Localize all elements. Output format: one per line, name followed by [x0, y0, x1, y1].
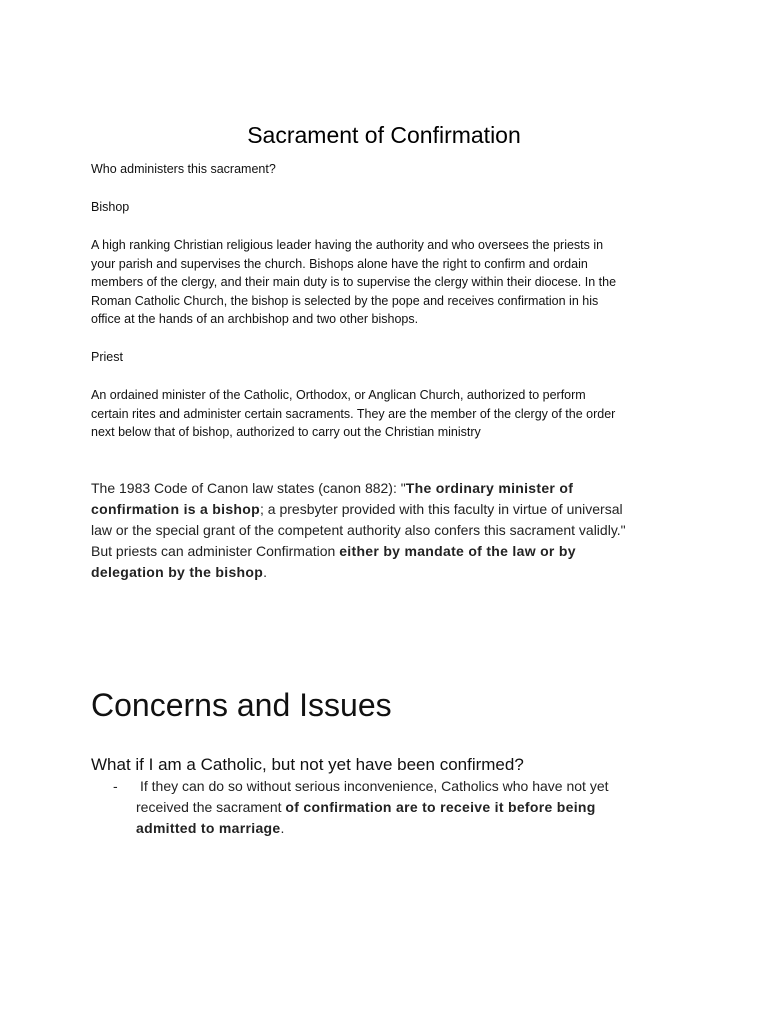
- bishop-line: A high ranking Christian religious leader having the authority and who oversees the priests in: [91, 238, 604, 252]
- list-item: [113, 776, 673, 839]
- canon-line: law or the special grant of the competent authority also confers this sacrament validly.": [91, 522, 626, 538]
- canon-paragraph: [91, 478, 681, 583]
- bishop-line: your parish and supervises the church. Bishops alone have the right to confirm and ordain: [91, 256, 588, 271]
- list-text: .: [280, 820, 285, 836]
- canon-line: [91, 499, 681, 520]
- canon-bold-text: delegation by the bishop: [91, 564, 264, 580]
- canon-text: But priests can administer Confirmation: [91, 543, 340, 559]
- canon-bold-text: The ordinary minister of: [405, 480, 574, 496]
- list-line: If they can do so without serious inconvenience, Catholics who have not yet: [140, 778, 609, 794]
- list-item-text: [136, 776, 673, 839]
- canon-bold-text: confirmation is a bishop: [91, 501, 260, 517]
- list-bold-text: of confirmation are to receive it before being: [285, 799, 596, 815]
- priest-paragraph: [91, 386, 681, 442]
- page-title: Sacrament of Confirmation: [247, 122, 521, 148]
- bishop-line: Roman Catholic Church, the bishop is selected by the pope and receives confirmation in his: [91, 293, 599, 308]
- list-line: [136, 818, 673, 839]
- canon-line: [91, 478, 681, 499]
- canon-line: [91, 562, 681, 583]
- canon-text: The 1983 Code of Canon law states (canon 882): ": [91, 480, 406, 496]
- bishop-heading: Bishop: [91, 200, 130, 214]
- canon-text: ; a presbyter provided with this faculty in virtue of universal: [260, 501, 623, 517]
- canon-bold-text: either by mandate of the law or by: [339, 543, 576, 559]
- list-line: [136, 797, 673, 818]
- bishop-line: office at the hands of an archbishop and two other bishops.: [91, 312, 419, 326]
- canon-text: .: [263, 564, 267, 580]
- question-text: Who administers this sacrament?: [91, 162, 276, 176]
- bishop-paragraph: [91, 236, 681, 329]
- canon-line: [91, 541, 681, 562]
- priest-line: certain rites and administer certain sacraments. They are the member of the clergy of the order: [91, 406, 616, 421]
- priest-heading: Priest: [91, 350, 123, 364]
- priest-line: next below that of bishop, authorized to carry out the Christian ministry: [91, 425, 481, 439]
- priest-line: An ordained minister of the Catholic, Orthodox, or Anglican Church, authorized to perform: [91, 388, 586, 402]
- concerns-heading: Concerns and Issues: [91, 687, 392, 723]
- list-text: received the sacrament: [136, 799, 286, 815]
- list-bold-text: admitted to marriage: [136, 820, 281, 836]
- bullet-dash: -: [113, 778, 118, 794]
- bishop-line: members of the clergy, and their main duty is to supervise the clergy within their diocese. In the: [91, 275, 617, 289]
- concerns-subheading: What if I am a Catholic, but not yet have been confirmed?: [91, 755, 524, 774]
